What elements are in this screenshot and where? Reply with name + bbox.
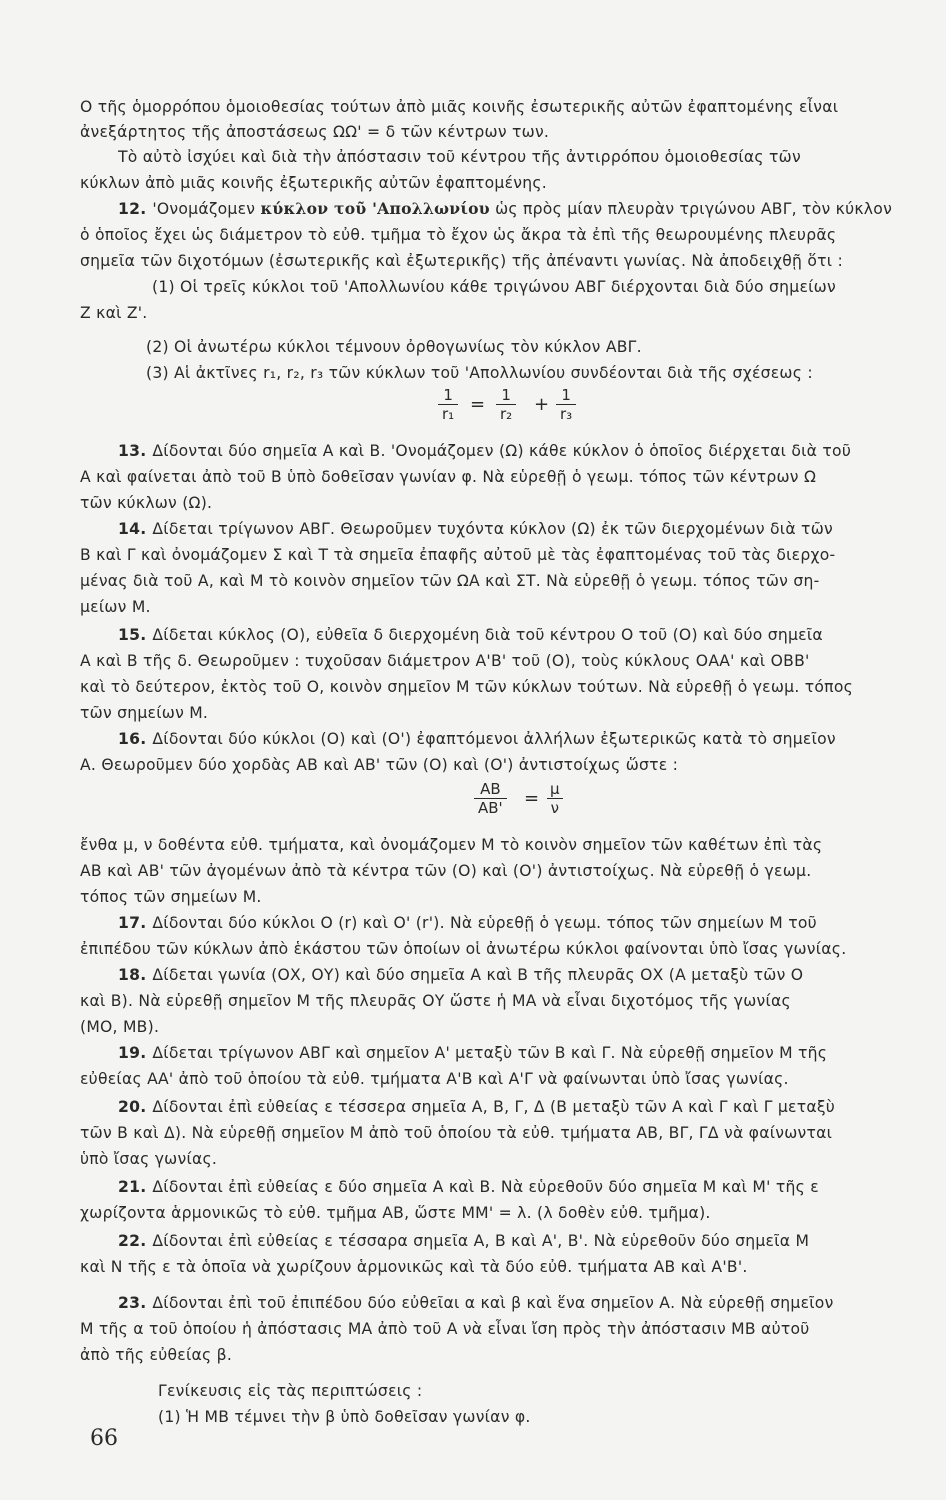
exercise-number: 16. xyxy=(118,730,147,748)
text-line: ΑΒ καὶ ΑΒ' τῶν ἀγομένων ἀπὸ τὰ κέντρα τῶν (Ο) καὶ (Ο') ἀντιστοίχως. Νὰ εὑρεθῇ ὁ γεωμ. xyxy=(80,862,812,880)
plus-sign: + xyxy=(534,394,550,415)
text-line: Α. Θεωροῦμεν δύο χορδὰς ΑΒ καὶ ΑΒ' τῶν (Ο) καὶ (Ο') ἀντιστοίχως ὥστε : xyxy=(80,756,679,774)
denominator: ΑΒ' xyxy=(474,798,507,817)
text-line: καὶ τὸ δεύτερον, ἐκτὸς τοῦ Ο, κοινὸν σημεῖον Μ τῶν κύκλων τούτων. Νὰ εὑρεθῇ ὁ γεωμ. τόπος xyxy=(80,678,854,696)
exercise-19 xyxy=(118,1042,942,1064)
text-line: κύκλων ἀπὸ μιᾶς κοινῆς ἐξωτερικῆς αὐτῶν ἐφαπτομένης. xyxy=(80,174,547,192)
equals-sign: = xyxy=(524,788,540,809)
text-line: Μ τῆς α τοῦ ὁποίου ἡ ἀπόστασις ΜΑ ἀπὸ τοῦ Α νὰ εἶναι ἴση πρὸς τὴν ἀπόστασιν ΜΒ αὐτοῦ xyxy=(80,1320,810,1338)
text-span: ὡς πρὸς μίαν πλευρὰν τριγώνου ΑΒΓ, τὸν κύκλον xyxy=(495,200,893,218)
numerator: μ xyxy=(550,780,560,798)
denominator: r₁ xyxy=(438,404,458,423)
text-line: καὶ Β). Νὰ εὑρεθῇ σημεῖον Μ τῆς πλευρᾶς ΟΥ ὥστε ἡ ΜΑ νὰ εἶναι διχοτόμος τῆς γωνίας xyxy=(80,992,791,1010)
exercise-number: 13. xyxy=(118,442,147,460)
text-span: Δίδονται δύο σημεῖα Α καὶ Β. 'Ονομάζομεν (Ω) κάθε κύκλον ὁ ὁποῖος διέρχεται διὰ τοῦ xyxy=(152,442,852,460)
fraction xyxy=(438,386,458,423)
text-span: Δίδονται δύο κύκλοι Ο (r) καὶ Ο' (r'). Νὰ εὑρεθῇ ὁ γεωμ. τόπος τῶν σημείων Μ τοῦ xyxy=(152,914,817,932)
text-line: Τὸ αὐτὸ ἰσχύει καὶ διὰ τὴν ἀπόστασιν τοῦ κέντρου τῆς ἀντιρρόπου ὁμοιοθεσίας τῶν xyxy=(118,148,801,166)
page-number: 66 xyxy=(90,1426,118,1451)
text-line: Ζ καὶ Ζ'. xyxy=(80,304,148,322)
text-line: ἀπὸ τῆς εὐθείας β. xyxy=(80,1346,233,1364)
text-line: ὁ ὁποῖος ἔχει ὡς διάμετρον τὸ εὐθ. τμῆμα τὸ ἔχον ὡς ἄκρα τὰ ἐπὶ τῆς θεωρουμένης πλευρᾶς xyxy=(80,226,837,244)
text-line: (1) Οἱ τρεῖς κύκλοι τοῦ 'Απολλωνίου κάθε τριγώνου ΑΒΓ διέρχονται διὰ δύο σημείων xyxy=(152,278,836,296)
text-line: σημεῖα τῶν διχοτόμων (ἐσωτερικῆς καὶ ἐξωτερικῆς) τῆς ἀπέναντι γωνίας. Νὰ ἀποδειχθῇ ὅτι : xyxy=(80,252,844,270)
text-span: Δίδονται ἐπὶ τοῦ ἐπιπέδου δύο εὐθεῖαι α καὶ β καὶ ἕνα σημεῖον Α. Νὰ εὑρεθῇ σημεῖον xyxy=(152,1294,834,1312)
text-span: Δίδεται γωνία (ΟΧ, ΟΥ) καὶ δύο σημεῖα Α καὶ Β τῆς πλευρᾶς ΟΧ (Α μεταξὺ τῶν Ο xyxy=(152,966,804,984)
exercise-number: 18. xyxy=(118,966,147,984)
exercise-15 xyxy=(118,624,942,646)
text-span: Δίδονται δύο κύκλοι (Ο) καὶ (Ο') ἐφαπτόμενοι ἀλλήλων ἐξωτερικῶς κατὰ τὸ σημεῖον xyxy=(152,730,836,748)
numerator: 1 xyxy=(443,386,453,404)
exercise-number: 19. xyxy=(118,1044,147,1062)
text-line: (2) Οἱ ἀνωτέρω κύκλοι τέμνουν ὀρθογωνίως τὸν κύκλον ΑΒΓ. xyxy=(146,338,642,356)
text-line: Β καὶ Γ καὶ ὀνομάζομεν Σ καὶ Τ τὰ σημεῖα ἐπαφῆς αὐτοῦ μὲ τὰς ἐφαπτομένας τοῦ τὰς διερχο- xyxy=(80,546,836,564)
exercise-number: 15. xyxy=(118,626,147,644)
text-line: μείων Μ. xyxy=(80,598,151,616)
fraction xyxy=(474,780,507,817)
text-line: μένας διὰ τοῦ Α, καὶ Μ τὸ κοινὸν σημεῖον τῶν ΩΑ καὶ ΣΤ. Νὰ εὑρεθῇ ὁ γεωμ. τόπος τῶν ση- xyxy=(80,572,820,590)
denominator: r₃ xyxy=(556,404,576,423)
exercise-14 xyxy=(118,518,942,540)
exercise-12 xyxy=(118,198,942,220)
text-line: καὶ Ν τῆς ε τὰ ὁποῖα νὰ χωρίζουν ἁρμονικῶς καὶ τὰ δύο εὐθ. τμήματα ΑΒ καὶ Α'Β'. xyxy=(80,1258,748,1276)
text-line: Α καὶ φαίνεται ἀπὸ τοῦ Β ὑπὸ δοθεῖσαν γωνίαν φ. Νὰ εὑρεθῇ ὁ γεωμ. τόπος τῶν κέντρων Ω xyxy=(80,468,817,486)
denominator: ν xyxy=(547,798,563,817)
text-line: ἀνεξάρτητος τῆς ἀποστάσεως ΩΩ' = δ τῶν κέντρων των. xyxy=(80,123,550,141)
text-span: Δίδονται ἐπὶ εὐθείας ε τέσσαρα σημεῖα Α, Β καὶ Α', Β'. Νὰ εὑρεθοῦν δύο σημεῖα Μ xyxy=(152,1232,810,1250)
exercise-number: 23. xyxy=(118,1294,147,1312)
text-line: χωρίζοντα ἁρμονικῶς τὸ εὐθ. τμῆμα ΑΒ, ὥστε ΜΜ' = λ. (λ δοθὲν εὐθ. τμῆμα). xyxy=(80,1204,711,1222)
text-span: Δίδεται τρίγωνον ΑΒΓ. Θεωροῦμεν τυχόντα κύκλον (Ω) ἐκ τῶν διερχομένων διὰ τῶν xyxy=(152,520,833,538)
term-apollonius-circle: κύκλον τοῦ 'Απολλωνίου xyxy=(260,199,490,218)
exercise-17 xyxy=(118,912,942,934)
exercise-22 xyxy=(118,1230,942,1252)
fraction xyxy=(556,386,576,423)
equals-sign: = xyxy=(470,394,486,415)
exercise-number: 12. xyxy=(118,200,147,218)
exercise-18 xyxy=(118,964,942,986)
text-span: Δίδεται κύκλος (Ο), εὐθεῖα δ διερχομένη διὰ τοῦ κέντρου Ο τοῦ (Ο) καὶ δύο σημεῖα xyxy=(152,626,823,644)
numerator: 1 xyxy=(501,386,511,404)
text-line: ἔνθα μ, ν δοθέντα εὐθ. τμήματα, καὶ ὀνομάζομεν Μ τὸ κοινὸν σημεῖον τῶν καθέτων ἐπὶ τὰς xyxy=(80,836,823,854)
text-line: Ο τῆς ὁμορρόπου ὁμοιοθεσίας τούτων ἀπὸ μιᾶς κοινῆς ἐσωτερικῆς αὐτῶν ἐφαπτομένης εἶναι xyxy=(80,98,839,116)
text-line: (3) Αἱ ἀκτῖνες r₁, r₂, r₃ τῶν κύκλων τοῦ 'Απολλωνίου συνδέονται διὰ τῆς σχέσεως : xyxy=(146,364,813,382)
text-line: ὑπὸ ἴσας γωνίας. xyxy=(80,1150,218,1168)
exercise-16 xyxy=(118,728,942,750)
numerator: ΑΒ xyxy=(480,780,501,798)
exercise-number: 17. xyxy=(118,914,147,932)
fraction xyxy=(496,386,516,423)
text-span: Δίδονται ἐπὶ εὐθείας ε τέσσερα σημεῖα Α, Β, Γ, Δ (Β μεταξὺ τῶν Α καὶ Γ καὶ Γ μεταξὺ xyxy=(152,1098,836,1116)
text-span: Δίδεται τρίγωνον ΑΒΓ καὶ σημεῖον Α' μεταξὺ τῶν Β καὶ Γ. Νὰ εὑρεθῇ σημεῖον Μ τῆς xyxy=(152,1044,828,1062)
numerator: 1 xyxy=(561,386,571,404)
text-line: Γενίκευσις εἰς τὰς περιπτώσεις : xyxy=(158,1382,423,1400)
text-line: τῶν Β καὶ Δ). Νὰ εὑρεθῇ σημεῖον Μ ἀπὸ τοῦ ὁποίου τὰ εὐθ. τμήματα ΑΒ, ΒΓ, ΓΔ νὰ φαίνωνται xyxy=(80,1124,833,1142)
exercise-20 xyxy=(118,1096,942,1118)
text-line: (1) Ἡ ΜΒ τέμνει τὴν β ὑπὸ δοθεῖσαν γωνίαν φ. xyxy=(158,1408,531,1426)
exercise-21 xyxy=(118,1176,942,1198)
text-line: τόπος τῶν σημείων Μ. xyxy=(80,888,262,906)
text-line: τῶν κύκλων (Ω). xyxy=(80,494,213,512)
fraction xyxy=(546,780,564,817)
text-line: Α καὶ Β τῆς δ. Θεωροῦμεν : τυχοῦσαν διάμετρον Α'Β' τοῦ (Ο), τοὺς κύκλους ΟΑΑ' καὶ ΟΒΒ' xyxy=(80,652,810,670)
text-line: ἐπιπέδου τῶν κύκλων ἀπὸ ἑκάστου τῶν ὁποίων οἱ ἀνωτέρω κύκλοι φαίνονται ὑπὸ ἴσας γωνίας. xyxy=(80,940,847,958)
exercise-number: 14. xyxy=(118,520,147,538)
text-line: εὐθείας ΑΑ' ἀπὸ τοῦ ὁποίου τὰ εὐθ. τμήματα Α'Β καὶ Α'Γ νὰ φαίνωνται ὑπὸ ἴσας γωνίας. xyxy=(80,1070,789,1088)
exercise-number: 21. xyxy=(118,1178,147,1196)
text-line: τῶν σημείων Μ. xyxy=(80,704,209,722)
exercise-number: 20. xyxy=(118,1098,147,1116)
denominator: r₂ xyxy=(496,404,516,423)
text-span: Δίδονται ἐπὶ εὐθείας ε δύο σημεῖα Α καὶ Β. Νὰ εὑρεθοῦν δύο σημεῖα Μ καὶ Μ' τῆς ε xyxy=(152,1178,819,1196)
text-span: 'Ονομάζομεν xyxy=(152,200,256,218)
exercise-23 xyxy=(118,1292,942,1314)
exercise-number: 22. xyxy=(118,1232,147,1250)
exercise-13 xyxy=(118,440,942,462)
text-line: (ΜΟ, ΜΒ). xyxy=(80,1018,160,1036)
